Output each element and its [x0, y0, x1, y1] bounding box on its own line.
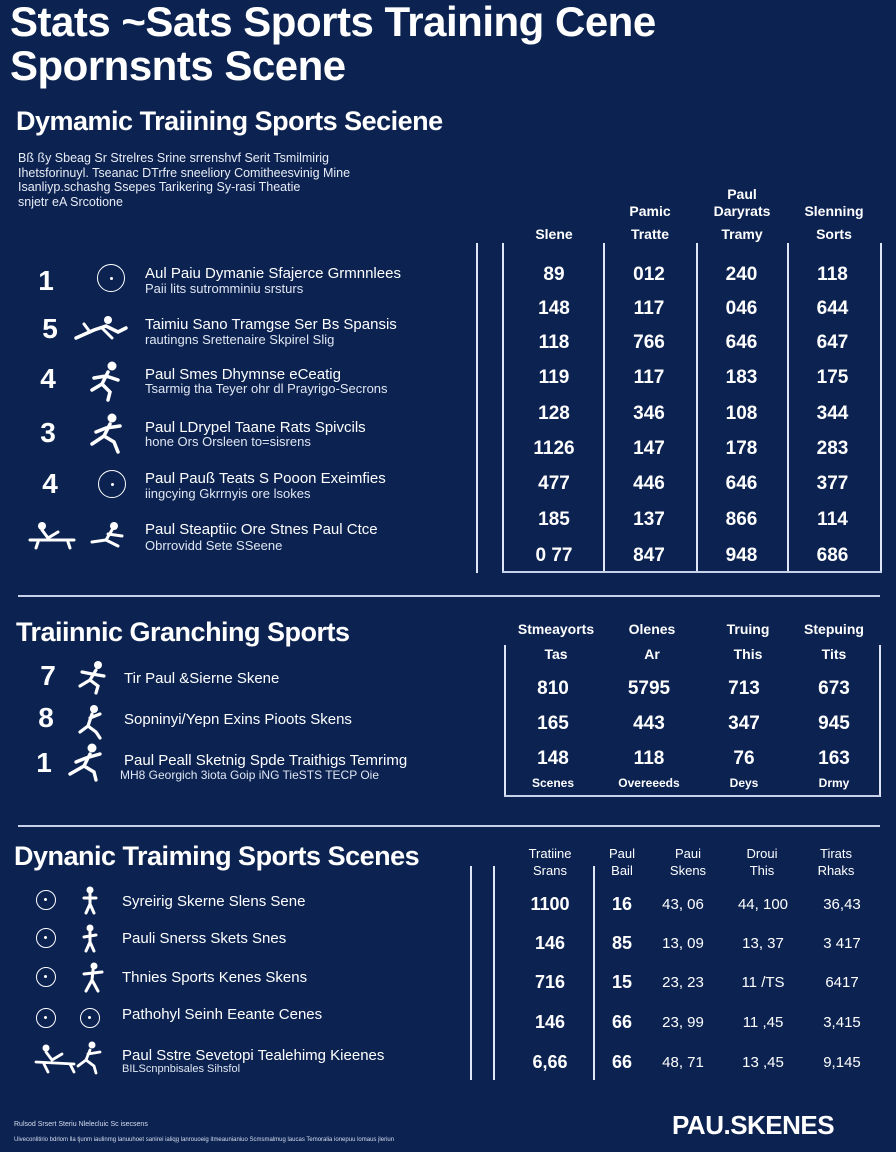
table-cell: 443 — [633, 712, 665, 734]
table-cell: 163 — [818, 748, 850, 769]
intro-line: snjetr eA Srcotione — [18, 194, 123, 209]
table-cell: 11 ,45 — [742, 1013, 784, 1031]
column-header-label: Stepuing — [804, 621, 864, 637]
table-cell: 3 417 — [823, 934, 861, 952]
table-row — [506, 292, 878, 325]
column-header-label: Stmeayorts — [517, 621, 595, 637]
table-row — [506, 706, 878, 741]
table-cell: 647 — [816, 331, 849, 353]
section-1-heading: Dymamic Traiining Sports Seciene — [16, 106, 443, 136]
table-cell: 175 — [816, 367, 849, 388]
table-row — [506, 741, 878, 777]
table-cell: 76 — [733, 748, 755, 769]
table-cell: 66 — [611, 1051, 633, 1072]
row-title: Aul Paiu Dymanie Sfajerce Grmnnlees — [145, 265, 401, 282]
title-line-1: Stats ~Sats Sports Training Cene — [10, 0, 656, 45]
row-subtitle: iingcying Gkrrnyis ore lsokes — [145, 486, 311, 501]
table-cell: 148 — [538, 297, 570, 319]
row-title: Tir Paul &Sierne Skene — [124, 670, 280, 687]
table-cell: 945 — [818, 712, 850, 734]
table-cell: 16 — [611, 894, 633, 914]
rank-number: 5 — [42, 313, 58, 344]
table-cell: 48, 71 — [662, 1053, 704, 1071]
column-header-label: Slenning — [804, 203, 864, 219]
table-cell: 766 — [633, 331, 665, 353]
rank-number: 3 — [40, 417, 56, 448]
row-title: Paul Steaptiic Ore Stnes Paul Ctce — [145, 521, 378, 538]
table-cell: 3,415 — [823, 1013, 861, 1031]
column-header-label: Tits — [821, 646, 847, 662]
table-row — [506, 672, 878, 706]
row-subtitle: Obrrovidd Sete SSeene — [145, 538, 283, 553]
circle-icon — [36, 967, 56, 987]
footnotes — [14, 1120, 634, 1145]
runner-icon — [80, 886, 100, 914]
rank-number: 1 — [36, 747, 52, 778]
column-header-label: Droui — [746, 846, 778, 861]
table-cell: 13, 09 — [662, 934, 704, 952]
column-header — [700, 186, 784, 243]
column-header-label: Srans — [533, 863, 567, 878]
swimmer-icon — [72, 314, 128, 344]
table-row — [506, 360, 878, 396]
table-cell: 108 — [725, 403, 758, 424]
column-header-label: Rhaks — [817, 863, 855, 878]
footnote-line: Uiveconlitirio bdrlom lla tjunm iaulinmg lanuuhoet sanirei ialiqg lanrouoeig itmeaunianiuo Scmsmalmug laucas Temoralia ionepuu lomaus jleriun — [14, 1137, 395, 1143]
table-cell: 948 — [725, 544, 758, 566]
column-header — [700, 621, 796, 663]
table-cell: 117 — [633, 367, 665, 388]
column-header-label: Tratte — [630, 226, 670, 242]
column-header — [792, 203, 876, 243]
section-2-heading: Traiinnic Granching Sports — [16, 617, 350, 647]
section-3-heading: Dynanic Traiming Sports Scenes — [14, 841, 420, 871]
table-divider — [470, 866, 472, 1080]
stats-table-2 — [506, 672, 878, 789]
table-cell: 183 — [725, 367, 758, 388]
table-cell: 66 — [611, 1011, 633, 1032]
circle-icon — [36, 890, 56, 910]
column-header-label: Daryrats — [713, 203, 771, 219]
section-divider — [18, 825, 880, 827]
table-cell: 85 — [611, 932, 633, 953]
rank-number: 7 — [40, 660, 56, 691]
column-header — [650, 845, 726, 879]
row-title: Pathohyl Seinh Eeante Cenes — [122, 1006, 323, 1023]
table-cell: 713 — [728, 678, 760, 699]
table-cell: 13 ,45 — [742, 1053, 784, 1071]
table-cell: 5795 — [627, 678, 671, 699]
table-row — [506, 325, 878, 360]
table-divider — [476, 243, 478, 573]
table-cell: 012 — [633, 263, 665, 285]
table-cell: 148 — [537, 748, 569, 769]
section-1-intro — [18, 151, 478, 209]
table-footer-label: Scenes — [531, 776, 575, 790]
table-cell: 11 /TS — [741, 973, 785, 991]
circle-icon — [36, 1008, 56, 1028]
intro-line: Bß ßy Sbeag Sr Strelres Srine srrenshvf Serit Tsmilmirig — [18, 151, 329, 165]
table-cell: 118 — [633, 748, 665, 769]
table-row — [500, 962, 880, 1002]
row-subtitle: hone Ors Orsleen to=sisrens — [145, 434, 311, 449]
table-cell: 43, 06 — [662, 896, 704, 913]
table-divider — [502, 243, 504, 573]
table-cell: 644 — [816, 297, 849, 319]
table-cell: 13, 37 — [742, 934, 784, 952]
table-cell: 847 — [633, 544, 665, 566]
section-divider — [18, 595, 880, 597]
table-cell: 1100 — [530, 894, 570, 914]
stats-table-1 — [506, 257, 878, 574]
table-cell: 165 — [537, 712, 569, 734]
table-cell: 118 — [817, 263, 848, 285]
table-footer-label: Deys — [729, 776, 759, 790]
column-header-label: Paui — [674, 846, 702, 861]
table-cell: 810 — [537, 678, 569, 699]
footnote-line: Rulsod Srsert Steriu Nlelecluic Sc isecsens — [14, 1121, 148, 1128]
rank-number: 4 — [42, 468, 58, 499]
table-cell: 283 — [816, 438, 849, 459]
rower-icon — [28, 520, 128, 550]
table-row — [506, 502, 878, 537]
table-footer-label: Overeeeds — [618, 776, 680, 790]
row-title: Paul Sstre Sevetopi Tealehimg Kieenes — [122, 1047, 385, 1064]
table-row — [506, 432, 878, 466]
table-cell: 118 — [538, 331, 570, 353]
table-row — [500, 885, 880, 924]
row-title: Taimiu Sano Tramgse Ser Bs Spansis — [145, 316, 397, 333]
brand-logo: PAU.SKENES — [672, 1110, 835, 1140]
table-divider — [493, 866, 495, 1080]
table-cell: 36,43 — [823, 896, 861, 913]
row-title: Paul Peall Sketnig Spde Traithigs Temrimg — [124, 752, 408, 769]
row-subtitle: Paii lits sutromminiu srsturs — [145, 281, 304, 296]
page-title — [10, 0, 890, 88]
table-cell: 240 — [725, 263, 758, 285]
table-cell: 347 — [728, 712, 760, 734]
column-header — [514, 226, 594, 243]
column-header-label: Tas — [544, 646, 568, 662]
column-header-label: Sorts — [816, 226, 852, 242]
row-subtitle: Tsarmig tha Teyer ohr dl Prayrigo-Secrons — [145, 381, 388, 396]
column-header-label: Truing — [726, 621, 770, 637]
row-title: Pauli Snerss Skets Snes — [122, 930, 287, 947]
table-cell: 15 — [611, 971, 633, 992]
column-header-label: Slene — [535, 226, 573, 242]
rank-number: 4 — [40, 363, 56, 394]
column-header — [594, 845, 650, 879]
column-header-label: This — [733, 646, 763, 662]
column-header — [788, 621, 880, 663]
column-header — [512, 845, 588, 879]
table-cell: 346 — [633, 403, 665, 424]
column-header-label: This — [749, 863, 775, 878]
column-header-label: Paul — [727, 186, 757, 202]
table-row — [500, 924, 880, 962]
row-title: Thnies Sports Kenes Skens — [122, 969, 308, 986]
table-cell: 114 — [817, 508, 848, 530]
table-row — [500, 1042, 880, 1082]
row-subtitle: BILScnpnbisales Sihsfol — [122, 1063, 241, 1075]
column-header — [610, 203, 690, 243]
column-header — [508, 621, 604, 663]
table-cell: 146 — [534, 932, 566, 953]
table-row — [506, 466, 878, 502]
table-cell: 6417 — [825, 973, 859, 991]
circle-icon — [98, 470, 126, 498]
table-row — [506, 396, 878, 432]
intro-line: Isanliyp.schashg Ssepes Tarikering Sy-rasi Theatie — [18, 180, 301, 194]
table-divider — [879, 645, 881, 797]
table-cell: 23, 23 — [662, 973, 704, 991]
column-header — [722, 845, 802, 879]
row-title: Paul LDrypel Taane Rats Spivcils — [145, 419, 366, 436]
table-cell: 716 — [534, 971, 566, 992]
table-cell: 0 77 — [535, 544, 573, 566]
table-cell: 646 — [725, 473, 758, 494]
runner-icon — [76, 704, 106, 740]
column-header-label: Bail — [611, 863, 633, 878]
table-footer-label: Drmy — [818, 776, 850, 790]
column-header — [798, 845, 874, 879]
table-cell: 178 — [725, 438, 758, 459]
runner-icon — [86, 360, 126, 402]
table-cell: 9,145 — [823, 1053, 861, 1071]
runner-icon — [66, 742, 106, 782]
runner-icon — [88, 412, 128, 454]
table-divider — [880, 243, 882, 573]
title-line-2: Spornsnts Scene — [10, 42, 346, 89]
row-title: Paul Smes Dhymnse eCeatig — [145, 366, 341, 383]
runner-icon — [80, 962, 106, 992]
column-header-label: Paul — [608, 846, 636, 861]
stats-table-3 — [500, 885, 880, 1082]
table-cell: 117 — [633, 297, 665, 319]
table-cell: 137 — [633, 508, 665, 530]
circle-icon — [97, 264, 125, 292]
column-header-label: Olenes — [628, 621, 676, 637]
table-cell: 377 — [816, 473, 849, 494]
circle-icon — [36, 928, 56, 948]
table-cell: 89 — [543, 263, 565, 285]
column-header-label: Tratiine — [528, 846, 572, 861]
table-cell: 446 — [633, 473, 665, 494]
table-cell: 23, 99 — [662, 1013, 704, 1031]
table-cell: 686 — [816, 544, 849, 566]
column-header-label: Tramy — [721, 226, 763, 242]
row-title: Sopninyi/Yepn Exins Pioots Skens — [124, 711, 352, 728]
rank-number: 8 — [38, 702, 54, 733]
column-header-label: Pamic — [629, 203, 671, 219]
table-cell: 6,66 — [532, 1051, 568, 1072]
intro-line: Ihetsforinuyl. Tseanac DTrfre sneeliory Comitheesvinig Mine — [18, 165, 351, 180]
column-header-label: Tirats — [819, 846, 853, 861]
row-subtitle: rautingns Srettenaire Skpirel Slig — [145, 332, 335, 347]
table-bottom-rule — [504, 795, 880, 797]
table-cell: 1126 — [533, 438, 575, 459]
table-cell: 344 — [816, 403, 849, 424]
table-row — [506, 537, 878, 574]
table-footer-row — [506, 777, 878, 789]
rower-icon — [34, 1040, 110, 1074]
table-cell: 046 — [725, 297, 758, 319]
table-cell: 44, 100 — [737, 896, 789, 913]
runner-icon — [80, 924, 100, 952]
table-cell: 477 — [538, 473, 570, 494]
table-cell: 646 — [725, 331, 758, 353]
table-cell: 128 — [538, 403, 570, 424]
runner-icon — [74, 660, 110, 694]
table-cell: 146 — [534, 1011, 566, 1032]
column-header-label: Skens — [669, 863, 707, 878]
table-cell: 185 — [538, 508, 570, 530]
row-subtitle: MH8 Georgich 3iota Goip iNG TieSTS TECP Oie — [120, 768, 379, 782]
table-row — [500, 1002, 880, 1042]
circle-icon — [80, 1008, 100, 1028]
row-title: Paul Pauß Teats S Pooon Exeimfies — [145, 470, 386, 487]
table-cell: 673 — [818, 678, 850, 699]
table-row — [506, 257, 878, 292]
column-header — [604, 621, 700, 663]
column-header-label: Ar — [644, 646, 660, 662]
table-cell: 147 — [633, 438, 665, 459]
table-cell: 866 — [725, 508, 758, 530]
table-cell: 119 — [538, 367, 570, 388]
rank-number: 1 — [38, 265, 54, 296]
row-title: Syreirig Skerne Slens Sene — [122, 893, 306, 910]
